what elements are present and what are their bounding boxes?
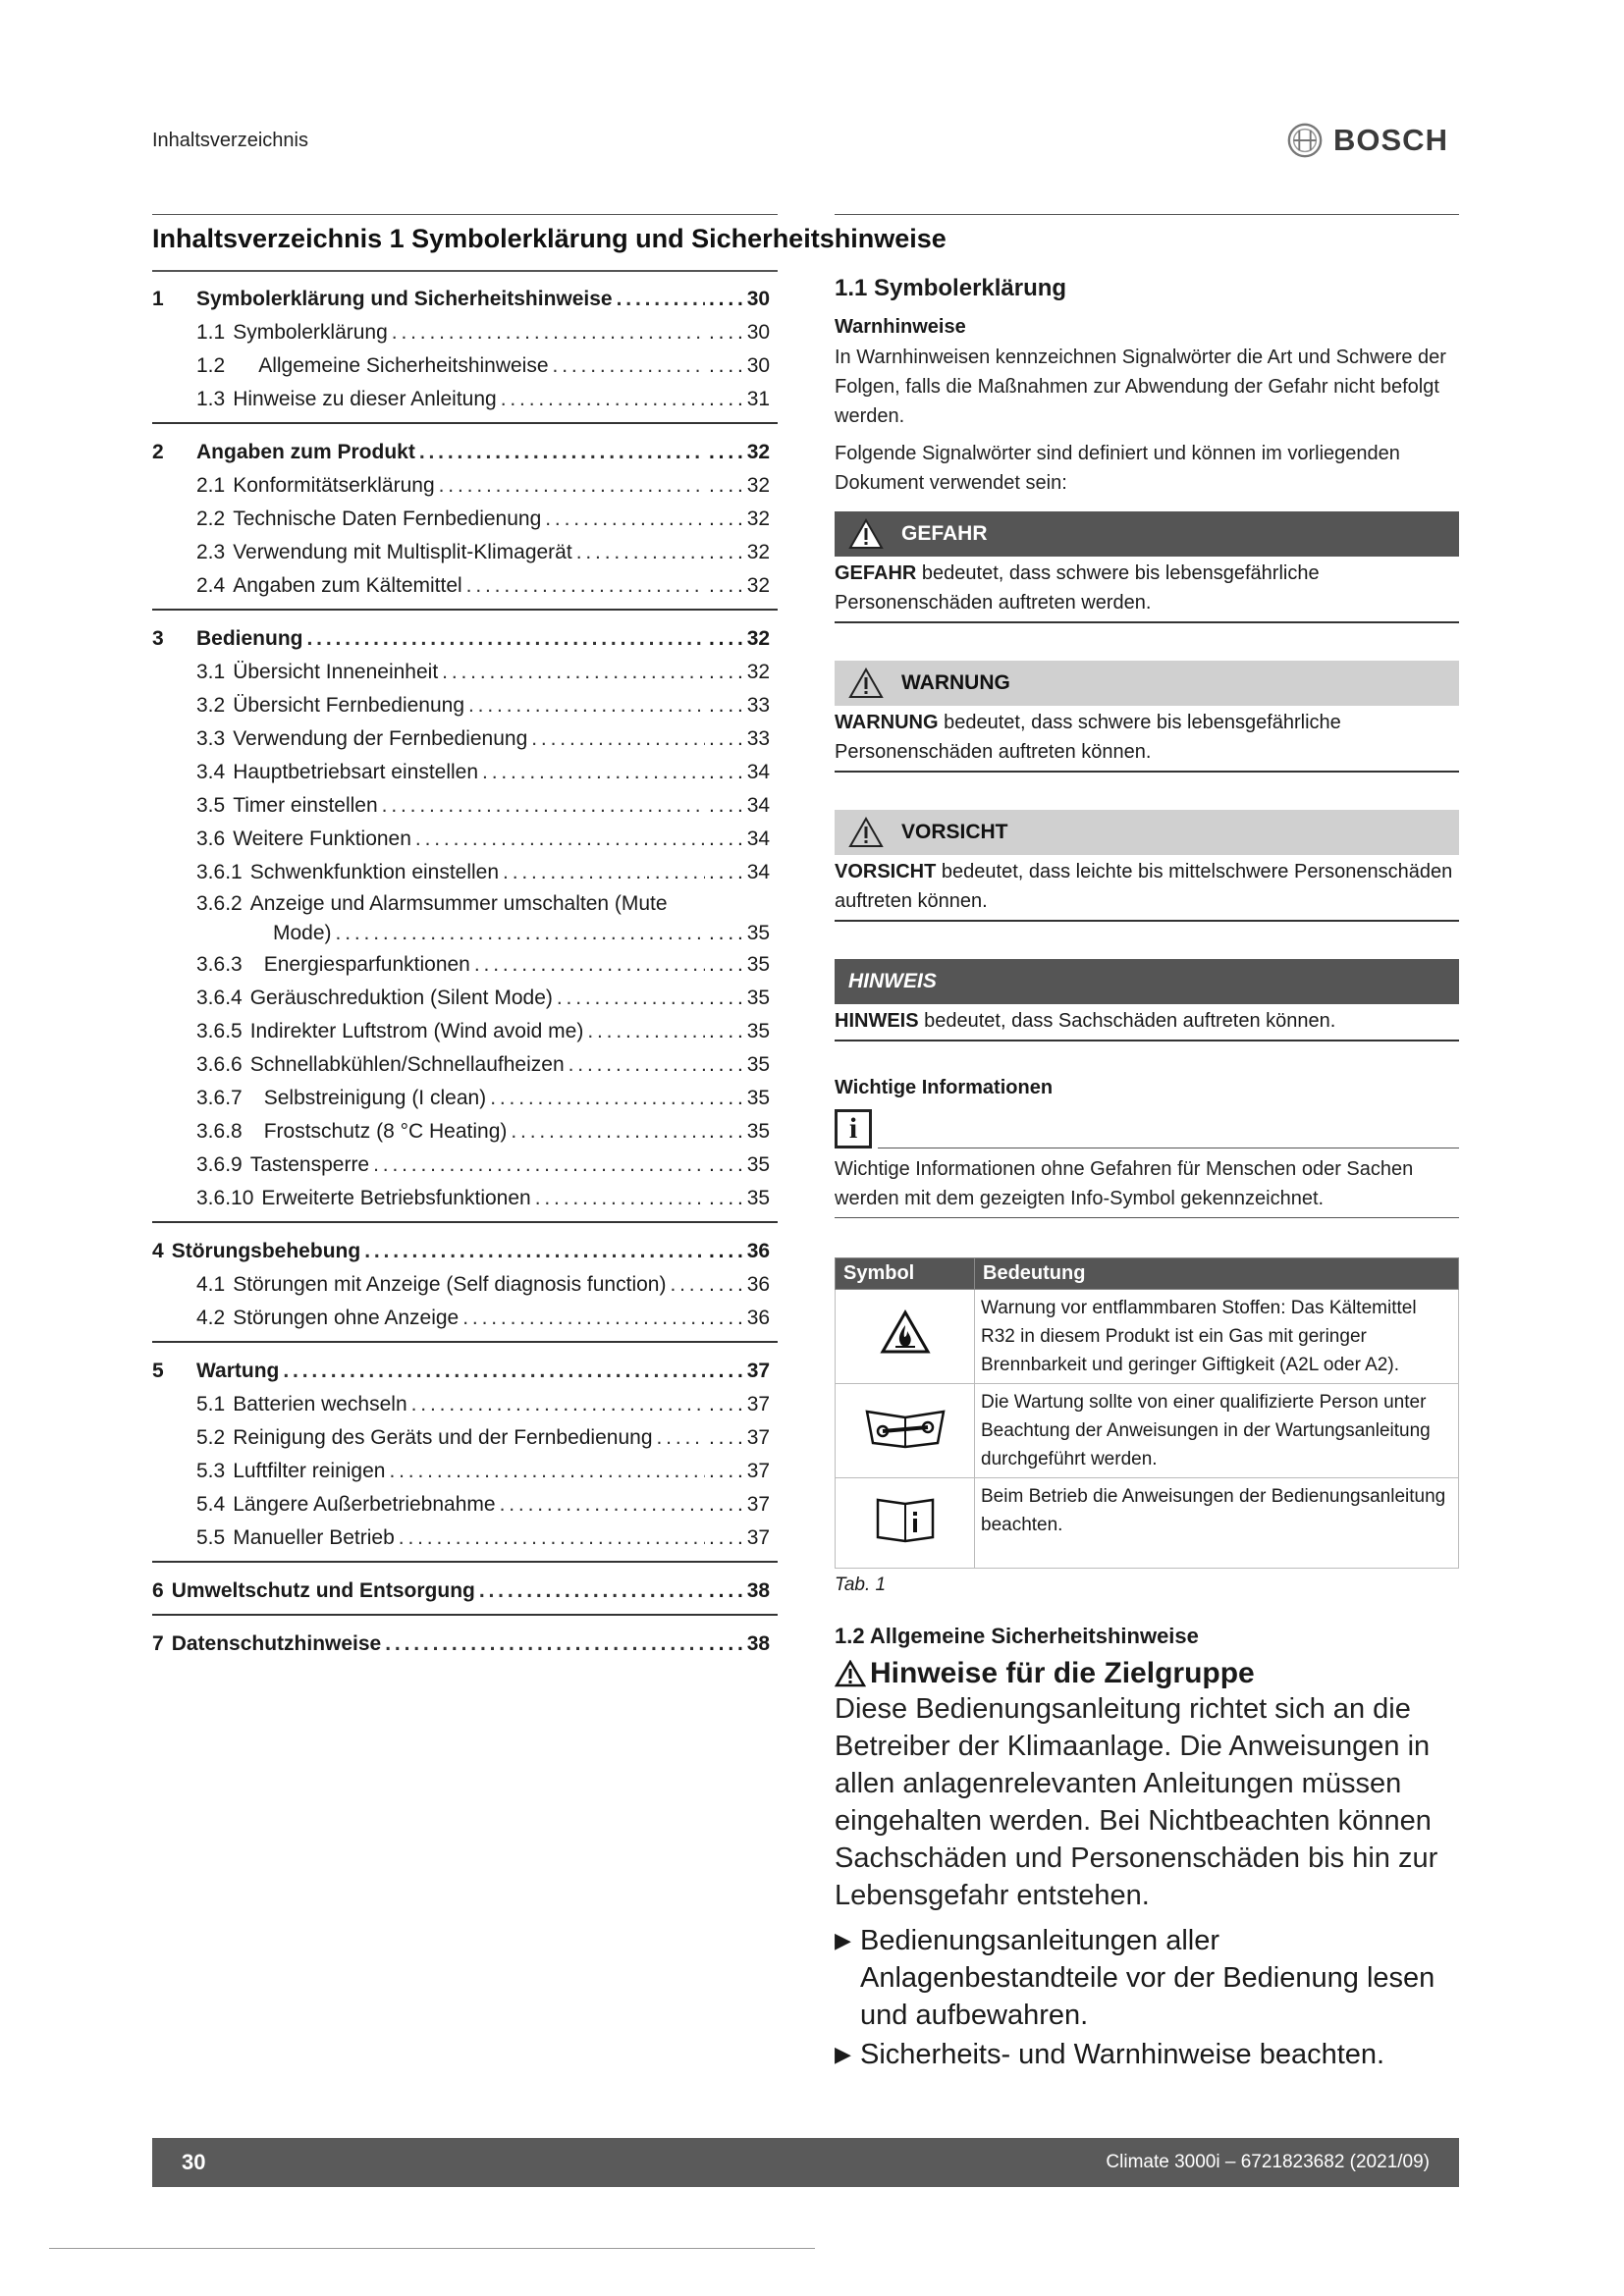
toc-entry[interactable]: 2.4 Angaben zum Kältemittel . . . . . . . 32 [152,569,778,603]
brand-name: BOSCH [1333,123,1448,157]
running-header: Inhaltsverzeichnis [152,130,308,151]
toc-entry[interactable]: 3.3 Verwendung der Fernbedienung . . . . . . . 33 [152,722,778,756]
header-rule-right [835,214,1459,215]
service-manual-icon [861,1404,949,1449]
bullet-item: ▶ Sicherheits- und Warnhinweise beachten. [835,2036,1459,2073]
page-title: Inhaltsverzeichnis 1 Symbolerklärung und Sicherheitshinweise [152,224,947,253]
toc-entry[interactable]: 1.2 Allgemeine Sicherheitshinweise . . . . . . . 30 [152,349,778,383]
bullet-arrow-icon: ▶ [835,2042,851,2066]
toc-entry[interactable]: 3.5 Timer einstellen . . . . . . . 34 [152,789,778,823]
vorsicht-text: VORSICHT bedeutet, dass leichte bis mittelschwere Personenschäden auftreten können. [835,855,1459,922]
toc-entry[interactable]: 7 Datenschutzhinweise . . . . . . . 38 [152,1628,778,1661]
flammable-warning-icon [880,1309,931,1355]
toc-entry[interactable]: 5.3 Luftfilter reinigen . . . . . . . 37 [152,1455,778,1488]
table-of-contents [152,283,778,1661]
toc-entry[interactable]: 3.6.8 Frostschutz (8 °C Heating) . . . . . . . 35 [152,1115,778,1148]
toc-entry[interactable]: 3.6.5 Indirekter Luftstrom (Wind avoid me) . . . . . . . 35 [152,1015,778,1048]
toc-section-2 [152,436,778,611]
toc-section-7 [152,1628,778,1661]
toc-entry[interactable]: 4.2 Störungen ohne Anzeige . . . . . . . 36 [152,1302,778,1335]
toc-entry[interactable]: 3.1 Übersicht Inneneinheit . . . . . . . 32 [152,656,778,689]
toc-section-4 [152,1235,778,1343]
section-heading-1-1: 1.1 Symbolerklärung [835,275,1067,301]
toc-entry[interactable]: 3.6.9 Tastensperre . . . . . . . 35 [152,1148,778,1182]
toc-entry[interactable]: 3.6.10 Erweiterte Betriebsfunktionen . . . . . . . 35 [152,1182,778,1215]
toc-entry[interactable]: 2.2 Technische Daten Fernbedienung . . . . . . . 32 [152,503,778,536]
warnung-box [835,661,1459,773]
gefahr-text: GEFAHR bedeutet, dass schwere bis lebensgefährliche Personenschäden auftreten werden. [835,557,1459,623]
info-icon: i [835,1109,872,1148]
toc-entry[interactable]: 6 Umweltschutz und Entsorgung . . . . . . . 38 [152,1575,778,1608]
zielgruppe-heading: Hinweise für die Zielgruppe [835,1657,1459,1690]
toc-entry[interactable]: 3.6.2 Anzeige und Alarmsummer umschalten (Mute Mode) . . . . . . . 35 [152,889,778,948]
bullet-arrow-icon: ▶ [835,1928,851,1952]
warnung-header [835,661,1459,706]
toc-entry[interactable]: 5.4 Längere Außerbetriebnahme . . . . . . . 37 [152,1488,778,1522]
wichtige-informationen-text: Wichtige Informationen ohne Gefahren für Menschen oder Sachen werden mit dem gezeigten Info-Symbol gekennzeichnet. [835,1154,1459,1218]
toc-entry[interactable]: 1 Symbolerklärung und Sicherheitshinweise . . . . . . . 30 [152,283,778,316]
vorsicht-header [835,810,1459,855]
page-number: 30 [182,2150,206,2174]
toc-top-rule [152,270,778,272]
toc-entry[interactable]: 2.1 Konformitätserklärung . . . . . . . 32 [152,469,778,503]
warning-triangle-icon [848,518,884,550]
warnung-text: WARNUNG bedeutet, dass schwere bis lebensgefährliche Personenschäden auftreten können. [835,706,1459,773]
hinweis-header [835,959,1459,1004]
table-row [836,1384,1459,1478]
table-cell-meaning: Beim Betrieb die Anweisungen der Bedienungsanleitung beachten. [975,1478,1459,1569]
right-column [835,275,1459,2073]
vorsicht-label: VORSICHT [901,821,1008,843]
toc-entry[interactable]: 3.6.3 Energiesparfunktionen . . . . . . . 35 [152,948,778,982]
warnhinweise-text: In Warnhinweisen kennzeichnen Signalwörter die Art und Schwere der Folgen, falls die Maßnahmen zur Abwendung der Gefahr nicht befolgt werden. [835,347,1446,427]
vorsicht-box [835,810,1459,922]
warning-triangle-icon [835,1660,866,1687]
gefahr-header [835,511,1459,557]
bosch-armature-icon [1286,122,1324,159]
warnung-label: WARNUNG [901,671,1010,694]
toc-entry[interactable]: 3 Bedienung . . . . . . . 32 [152,622,778,656]
zielgruppe-text: Diese Bedienungsanleitung richtet sich an die Betreiber der Klimaanlage. Die Anweisungen in allen anlagenrelevanten Anleitungen müssen eingehalten werden. Bei Nichtbeachten können Sachschäden und Personenschäden bis hin zur Lebensgefahr entstehen. [835,1693,1438,1911]
table-caption: Tab. 1 [835,1575,887,1595]
operating-manual-icon [874,1494,937,1543]
toc-entry[interactable]: 5.5 Manueller Betrieb . . . . . . . 37 [152,1522,778,1555]
toc-entry[interactable]: 1.1 Symbolerklärung . . . . . . . 30 [152,316,778,349]
toc-entry[interactable]: 1.3 Hinweise zu dieser Anleitung . . . . . . . 31 [152,383,778,416]
toc-section-3 [152,622,778,1223]
toc-entry[interactable]: 3.6.1 Schwenkfunktion einstellen . . . . . . . 34 [152,856,778,889]
toc-entry[interactable]: 5.2 Reinigung des Geräts und der Fernbedienung . . . . . . . 37 [152,1421,778,1455]
brand-logo [1286,122,1448,159]
info-symbol-line [835,1109,1459,1148]
scan-edge-line [49,2248,815,2249]
toc-section-5 [152,1355,778,1563]
toc-section-6 [152,1575,778,1616]
wichtige-informationen-heading: Wichtige Informationen [835,1077,1054,1098]
toc-entry[interactable]: 2.3 Verwendung mit Multisplit-Klimagerät . . . . . . . 32 [152,536,778,569]
toc-entry[interactable]: 5.1 Batterien wechseln . . . . . . . 37 [152,1388,778,1421]
signalwoerter-text: Folgende Signalwörter sind definiert und können im vorliegenden Dokument verwendet sein: [835,443,1400,494]
hinweis-text: HINWEIS bedeutet, dass Sachschäden auftreten können. [835,1004,1459,1041]
hinweis-label: HINWEIS [848,970,937,992]
table-cell-meaning: Die Wartung sollte von einer qualifizierte Person unter Beachtung der Anweisungen in der Wartungsanleitung durchgeführt werden. [975,1384,1459,1478]
page-footer [152,2138,1459,2187]
document-reference: Climate 3000i – 6721823682 (2021/09) [1106,2152,1430,2172]
header-rule-left [152,214,778,215]
toc-entry[interactable]: 3.2 Übersicht Fernbedienung . . . . . . . 33 [152,689,778,722]
toc-entry[interactable]: 3.6 Weitere Funktionen . . . . . . . 34 [152,823,778,856]
table-header-symbol: Symbol [836,1258,975,1290]
table-header-meaning: Bedeutung [975,1258,1459,1290]
toc-entry[interactable]: 2 Angaben zum Produkt . . . . . . . 32 [152,436,778,469]
gefahr-label: GEFAHR [901,522,988,545]
toc-entry[interactable]: 4.1 Störungen mit Anzeige (Self diagnosis function) . . . . . . . 36 [152,1268,778,1302]
toc-entry[interactable]: 3.6.4 Geräuschreduktion (Silent Mode) . . . . . . . 35 [152,982,778,1015]
toc-entry[interactable]: 3.4 Hauptbetriebsart einstellen . . . . . . . 34 [152,756,778,789]
warning-triangle-icon [848,667,884,699]
table-row [836,1290,1459,1384]
table-row [836,1478,1459,1569]
toc-section-1 [152,283,778,424]
warning-triangle-icon [848,817,884,848]
hinweis-box [835,959,1459,1041]
warnhinweise-heading: Warnhinweise [835,316,966,338]
toc-entry[interactable]: 3.6.7 Selbstreinigung (I clean) . . . . . . . 35 [152,1082,778,1115]
toc-entry[interactable]: 3.6.6 Schnellabkühlen/Schnellaufheizen . . . . . . . 35 [152,1048,778,1082]
bullet-item: ▶ Bedienungsanleitungen aller Anlagenbestandteile vor der Bedienung lesen und aufbewahren. [835,1922,1459,2034]
toc-entry[interactable]: 4 Störungsbehebung . . . . . . . 36 [152,1235,778,1268]
table-cell-meaning: Warnung vor entflammbaren Stoffen: Das Kältemittel R32 in diesem Produkt ist ein Gas mit geringer Brennbarkeit und geringer Giftigkeit (A2L oder A2). [975,1290,1459,1384]
symbol-table [835,1257,1459,1569]
toc-entry[interactable]: 5 Wartung . . . . . . . 37 [152,1355,778,1388]
gefahr-box [835,511,1459,623]
section-heading-1-2: 1.2 Allgemeine Sicherheitshinweise [835,1624,1199,1648]
